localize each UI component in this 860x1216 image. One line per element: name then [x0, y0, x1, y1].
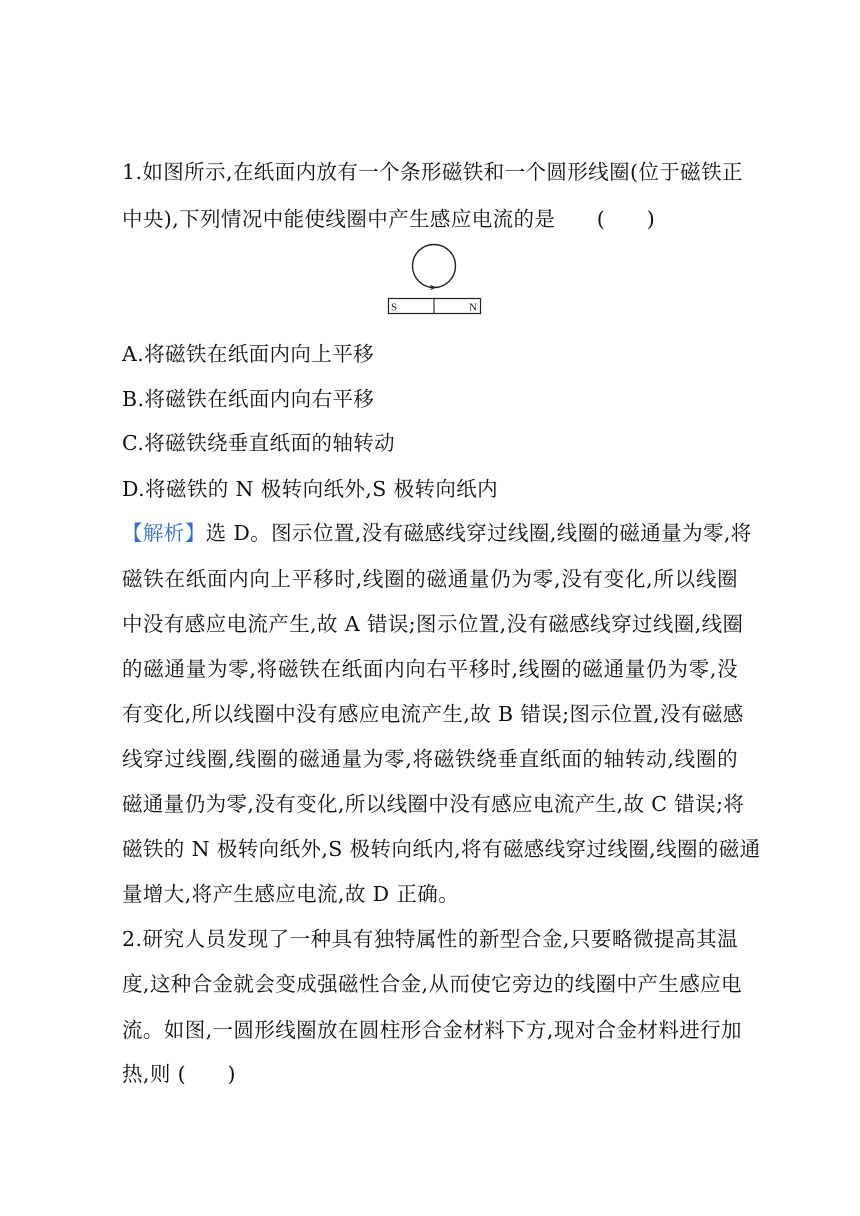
analysis-line-6: 线穿过线圈,线圈的磁通量为零,将磁铁绕垂直纸面的轴转动,线圈的 — [122, 747, 738, 771]
question-2-text-line-3: 流。如图,一圆形线圈放在圆柱形合金材料下方,现对合金材料进行加 — [122, 1018, 742, 1042]
coil-circle — [413, 245, 456, 288]
analysis-line-2: 磁铁在纸面内向上平移时,线圈的磁通量仍为零,没有变化,所以线圈 — [122, 567, 738, 591]
magnet-n-label: N — [469, 301, 477, 314]
analysis-line-7: 磁通量仍为零,没有变化,所以线圈中没有感应电流产生,故 C 错误;将 — [122, 792, 745, 816]
analysis-line-9: 量增大,将产生感应电流,故 D 正确。 — [122, 882, 460, 906]
question-2-text-line-2: 度,这种合金就会变成强磁性合金,从而使它旁边的线圈中产生感应电 — [122, 972, 742, 996]
analysis-line-8: 磁铁的 N 极转向纸外,S 极转向纸内,将有磁感线穿过线圈,线圈的磁通 — [122, 837, 761, 861]
option-c: C.将磁铁绕垂直纸面的轴转动 — [122, 431, 396, 455]
analysis-line-5: 有变化,所以线圈中没有感应电流产生,故 B 错误;图示位置,没有磁感 — [122, 702, 744, 726]
analysis-line-4: 的磁通量为零,将磁铁在纸面内向右平移时,线圈的磁通量仍为零,没 — [122, 657, 738, 681]
option-d: D.将磁铁的 N 极转向纸外,S 极转向纸内 — [122, 477, 499, 501]
option-b: B.将磁铁在纸面内向右平移 — [122, 387, 375, 411]
analysis-line-1 — [122, 521, 752, 545]
magnet-s-label: S — [391, 301, 398, 314]
question-2-text-line-1: 2.研究人员发现了一种具有独特属性的新型合金,只要略微提高其温 — [122, 927, 738, 951]
question-2-text-line-4: 热,则 ( ) — [122, 1062, 236, 1086]
question-1-text-line-1: 1.如图所示,在纸面内放有一个条形磁铁和一个圆形线圈(位于磁铁正 — [122, 160, 743, 184]
analysis-line-3: 中没有感应电流产生,故 A 错误;图示位置,没有磁感线穿过线圈,线圈 — [122, 612, 744, 636]
analysis-tag: 【解析】 — [122, 521, 206, 545]
analysis-first-text: 选 D。图示位置,没有磁感线穿过线圈,线圈的磁通量为零,将 — [205, 521, 752, 545]
magnet-coil-figure — [386, 242, 486, 320]
option-a: A.将磁铁在纸面内向上平移 — [122, 342, 375, 366]
question-1-text-line-2: 中央),下列情况中能使线圈中产生感应电流的是 ( ) — [122, 207, 656, 231]
